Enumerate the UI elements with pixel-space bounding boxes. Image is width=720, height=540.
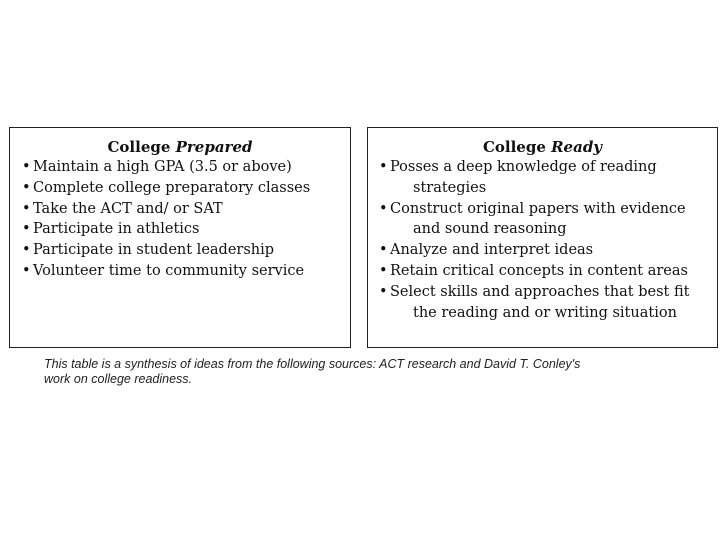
list-item	[22, 261, 346, 282]
college-ready-list	[379, 157, 713, 323]
list-item	[379, 199, 713, 241]
list-item	[22, 219, 346, 240]
caption-line: This table is a synthesis of ideas from the following sources: ACT research and David T. Conley's	[44, 357, 581, 371]
title-emphasis: Prepared	[175, 138, 253, 156]
list-item	[379, 282, 713, 324]
title-emphasis: Ready	[551, 138, 603, 156]
list-item	[379, 261, 713, 282]
college-ready-title	[368, 138, 717, 157]
bullet-icon: •	[22, 159, 31, 175]
college-prepared-box	[9, 127, 351, 348]
title-plain: College	[107, 138, 176, 156]
item-text: Retain critical concepts in content areas	[390, 262, 688, 279]
item-text: Select skills and approaches that best fit	[390, 283, 690, 300]
source-caption	[44, 357, 684, 387]
item-text-continuation: and sound reasoning	[413, 221, 567, 238]
item-text: Volunteer time to community service	[33, 262, 305, 279]
bullet-icon: •	[379, 200, 388, 217]
bullet-icon: •	[22, 179, 31, 196]
bullet-icon: •	[22, 221, 31, 238]
bullet-icon: •	[22, 200, 31, 217]
item-text: Maintain a high GPA (3.5 or above)	[33, 159, 292, 175]
bullet-icon: •	[379, 262, 388, 279]
item-text: Analyze and interpret ideas	[390, 242, 594, 259]
college-ready-box	[367, 127, 718, 348]
bullet-icon: •	[22, 242, 31, 259]
caption-line: work on college readiness.	[44, 372, 192, 386]
item-text: Construct original papers with evidence	[390, 200, 686, 217]
college-prepared-title	[10, 138, 350, 157]
item-text-continuation: strategies	[413, 179, 487, 196]
list-item	[22, 199, 346, 220]
item-text-continuation: the reading and or writing situation	[413, 304, 677, 321]
item-text: Complete college preparatory classes	[33, 179, 311, 196]
bullet-icon: •	[379, 242, 388, 259]
bullet-icon: •	[22, 262, 31, 279]
list-item	[22, 240, 346, 261]
list-item	[22, 178, 346, 199]
bullet-icon: •	[379, 283, 388, 300]
item-text: Participate in student leadership	[33, 242, 275, 259]
item-text: Take the ACT and/ or SAT	[33, 200, 223, 217]
list-item	[379, 157, 713, 199]
list-item	[22, 157, 346, 178]
list-item	[379, 240, 713, 261]
college-prepared-list	[22, 157, 346, 282]
bullet-icon: •	[379, 159, 388, 175]
title-plain: College	[482, 138, 552, 156]
item-text: Posses a deep knowledge of reading	[390, 159, 657, 175]
item-text: Participate in athletics	[33, 221, 200, 238]
